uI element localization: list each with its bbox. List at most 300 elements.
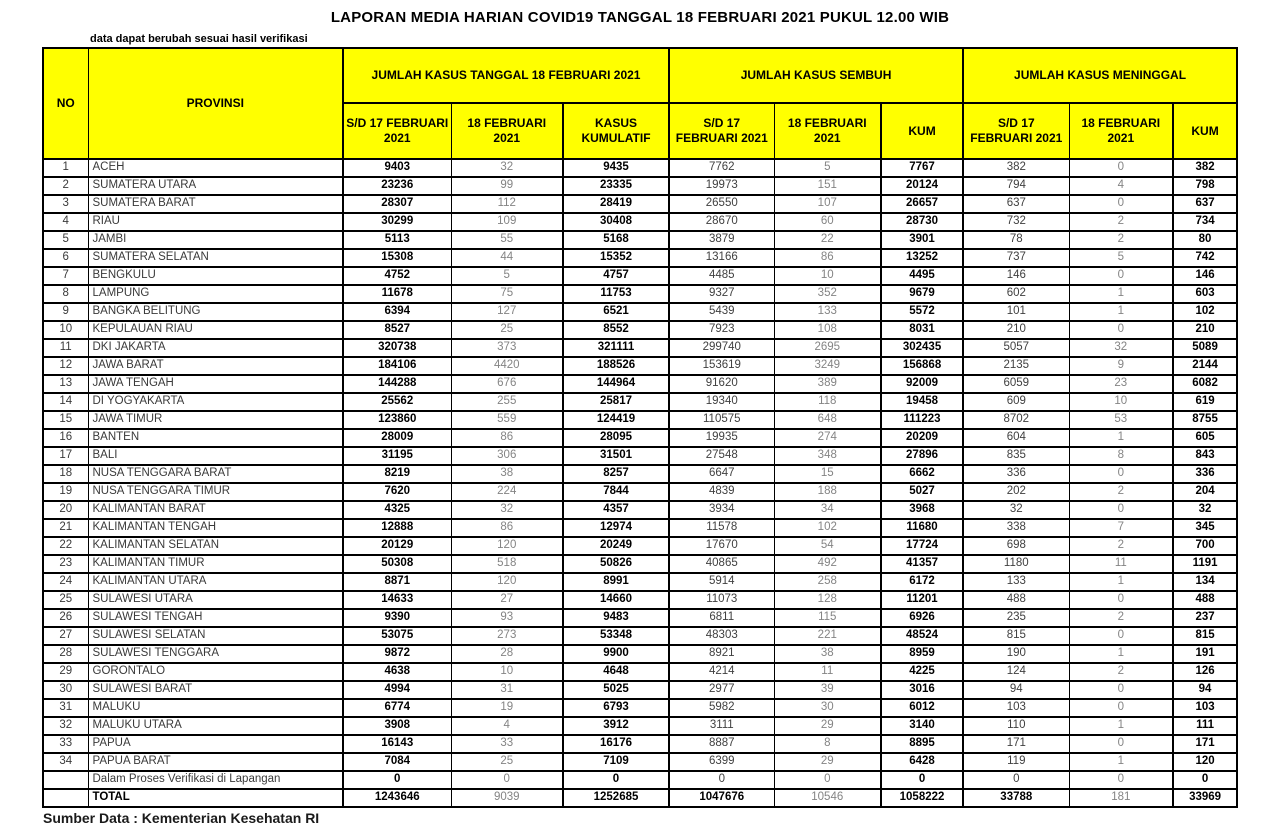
cell-kasus-18feb: 224	[451, 483, 563, 501]
cell-no: 34	[43, 753, 88, 771]
province-row	[43, 645, 1237, 663]
cell-provinsi: SULAWESI TENGGARA	[88, 645, 343, 663]
province-row	[43, 429, 1237, 447]
province-row	[43, 465, 1237, 483]
verification-row	[43, 771, 1237, 789]
province-row	[43, 195, 1237, 213]
cell-meninggal-kum: 0	[1173, 771, 1237, 789]
header-kasus-sd17: S/D 17 FEBRUARI 2021	[343, 103, 451, 159]
cell-meninggal-18feb: 10	[1069, 393, 1173, 411]
cell-kasus-sd17: 30299	[343, 213, 451, 231]
page-title: LAPORAN MEDIA HARIAN COVID19 TANGGAL 18 FEBRUARI 2021 PUKUL 12.00 WIB	[330, 9, 950, 26]
cell-kasus-sd17: 8527	[343, 321, 451, 339]
cell-no: 25	[43, 591, 88, 609]
cell-meninggal-kum: 605	[1173, 429, 1237, 447]
cell-meninggal-18feb: 5	[1069, 249, 1173, 267]
cell-sembuh-18feb: 39	[774, 681, 881, 699]
cell-meninggal-sd17: 6059	[963, 375, 1069, 393]
cell-sembuh-18feb: 38	[774, 645, 881, 663]
cell-sembuh-18feb: 133	[774, 303, 881, 321]
cell-no: 31	[43, 699, 88, 717]
province-row	[43, 177, 1237, 195]
cell-provinsi: JAWA BARAT	[88, 357, 343, 375]
cell-sembuh-18feb: 352	[774, 285, 881, 303]
cell-kasus-18feb: 0	[451, 771, 563, 789]
cell-sembuh-kum: 92009	[881, 375, 963, 393]
cell-provinsi: NUSA TENGGARA BARAT	[88, 465, 343, 483]
cell-meninggal-kum: 700	[1173, 537, 1237, 555]
cell-meninggal-kum: 815	[1173, 627, 1237, 645]
cell-sembuh-kum: 27896	[881, 447, 963, 465]
cell-meninggal-sd17: 732	[963, 213, 1069, 231]
cell-sembuh-sd17: 27548	[669, 447, 774, 465]
cell-kasus-sd17: 123860	[343, 411, 451, 429]
cell-kasus-kumulatif: 4757	[563, 267, 669, 285]
cell-provinsi: SULAWESI BARAT	[88, 681, 343, 699]
cell-kasus-18feb: 25	[451, 321, 563, 339]
cell-sembuh-18feb: 60	[774, 213, 881, 231]
table-header	[43, 48, 1237, 159]
cell-meninggal-18feb: 0	[1069, 159, 1173, 177]
cell-no: 15	[43, 411, 88, 429]
cell-meninggal-18feb: 1	[1069, 753, 1173, 771]
cell-meninggal-kum: 210	[1173, 321, 1237, 339]
cell-no: 10	[43, 321, 88, 339]
cell-kasus-18feb: 32	[451, 501, 563, 519]
cell-meninggal-sd17: 103	[963, 699, 1069, 717]
cell-sembuh-kum: 156868	[881, 357, 963, 375]
cell-provinsi: JAWA TENGAH	[88, 375, 343, 393]
cell-meninggal-sd17: 0	[963, 771, 1069, 789]
cell-kasus-18feb: 559	[451, 411, 563, 429]
cell-no: 1	[43, 159, 88, 177]
cell-provinsi: Dalam Proses Verifikasi di Lapangan	[88, 771, 343, 789]
cell-provinsi: PAPUA BARAT	[88, 753, 343, 771]
header-sembuh-kum: KUM	[881, 103, 963, 159]
cell-kasus-kumulatif: 11753	[563, 285, 669, 303]
cell-meninggal-18feb: 2	[1069, 483, 1173, 501]
cell-sembuh-kum: 7767	[881, 159, 963, 177]
province-row	[43, 501, 1237, 519]
cell-meninggal-18feb: 0	[1069, 699, 1173, 717]
cell-kasus-18feb: 75	[451, 285, 563, 303]
province-row	[43, 519, 1237, 537]
cell-sembuh-sd17: 6399	[669, 753, 774, 771]
cell-kasus-18feb: 86	[451, 429, 563, 447]
cell-meninggal-sd17: 171	[963, 735, 1069, 753]
cell-meninggal-sd17: 235	[963, 609, 1069, 627]
cell-provinsi: BENGKULU	[88, 267, 343, 285]
cell-meninggal-18feb: 0	[1069, 321, 1173, 339]
cell-no: 6	[43, 249, 88, 267]
cell-kasus-18feb: 273	[451, 627, 563, 645]
province-row	[43, 213, 1237, 231]
cell-sembuh-18feb: 2695	[774, 339, 881, 357]
cell-no: 12	[43, 357, 88, 375]
cell-sembuh-kum: 4225	[881, 663, 963, 681]
cell-kasus-sd17: 28307	[343, 195, 451, 213]
province-row	[43, 609, 1237, 627]
cell-kasus-18feb: 112	[451, 195, 563, 213]
cell-kasus-kumulatif: 8991	[563, 573, 669, 591]
header-kasus-kumulatif: KASUS KUMULATIF	[563, 103, 669, 159]
cell-no: 5	[43, 231, 88, 249]
cell-sembuh-18feb: 221	[774, 627, 881, 645]
cell-meninggal-kum: 2144	[1173, 357, 1237, 375]
cell-sembuh-18feb: 118	[774, 393, 881, 411]
header-group-meninggal: JUMLAH KASUS MENINGGAL	[963, 48, 1237, 103]
province-row	[43, 303, 1237, 321]
cell-kasus-18feb: 4	[451, 717, 563, 735]
cell-provinsi: DI YOGYAKARTA	[88, 393, 343, 411]
cell-sembuh-kum: 20209	[881, 429, 963, 447]
cell-sembuh-18feb: 10546	[774, 789, 881, 807]
cell-kasus-18feb: 27	[451, 591, 563, 609]
cell-kasus-sd17: 6774	[343, 699, 451, 717]
cell-sembuh-sd17: 6647	[669, 465, 774, 483]
cell-kasus-18feb: 99	[451, 177, 563, 195]
cell-sembuh-18feb: 115	[774, 609, 881, 627]
cell-kasus-sd17: 6394	[343, 303, 451, 321]
cell-kasus-kumulatif: 9483	[563, 609, 669, 627]
province-row	[43, 573, 1237, 591]
cell-provinsi: KALIMANTAN UTARA	[88, 573, 343, 591]
cell-sembuh-kum: 11201	[881, 591, 963, 609]
cell-sembuh-kum: 20124	[881, 177, 963, 195]
cell-kasus-kumulatif: 7844	[563, 483, 669, 501]
cell-meninggal-18feb: 0	[1069, 591, 1173, 609]
province-row	[43, 591, 1237, 609]
cell-kasus-sd17: 9390	[343, 609, 451, 627]
cell-kasus-18feb: 9039	[451, 789, 563, 807]
cell-sembuh-kum: 5572	[881, 303, 963, 321]
cell-meninggal-18feb: 0	[1069, 465, 1173, 483]
cell-meninggal-kum: 102	[1173, 303, 1237, 321]
cell-meninggal-kum: 603	[1173, 285, 1237, 303]
cell-meninggal-18feb: 23	[1069, 375, 1173, 393]
cell-sembuh-kum: 48524	[881, 627, 963, 645]
cell-meninggal-sd17: 94	[963, 681, 1069, 699]
cell-meninggal-18feb: 2	[1069, 609, 1173, 627]
cell-kasus-kumulatif: 14660	[563, 591, 669, 609]
cell-provinsi: KALIMANTAN SELATAN	[88, 537, 343, 555]
cell-provinsi: SUMATERA SELATAN	[88, 249, 343, 267]
cell-kasus-18feb: 373	[451, 339, 563, 357]
cell-kasus-18feb: 38	[451, 465, 563, 483]
province-row	[43, 339, 1237, 357]
cell-no: 2	[43, 177, 88, 195]
cell-meninggal-kum: 734	[1173, 213, 1237, 231]
cell-provinsi: RIAU	[88, 213, 343, 231]
cell-sembuh-18feb: 188	[774, 483, 881, 501]
cell-provinsi: JAMBI	[88, 231, 343, 249]
cell-sembuh-sd17: 13166	[669, 249, 774, 267]
cell-meninggal-kum: 619	[1173, 393, 1237, 411]
cell-kasus-kumulatif: 12974	[563, 519, 669, 537]
cell-kasus-18feb: 127	[451, 303, 563, 321]
cell-kasus-kumulatif: 0	[563, 771, 669, 789]
cell-sembuh-18feb: 29	[774, 753, 881, 771]
cell-meninggal-sd17: 604	[963, 429, 1069, 447]
cell-sembuh-kum: 8031	[881, 321, 963, 339]
cell-kasus-18feb: 120	[451, 537, 563, 555]
cell-sembuh-kum: 26657	[881, 195, 963, 213]
cell-sembuh-sd17: 110575	[669, 411, 774, 429]
cell-sembuh-18feb: 274	[774, 429, 881, 447]
cell-meninggal-kum: 191	[1173, 645, 1237, 663]
cell-sembuh-kum: 13252	[881, 249, 963, 267]
cell-sembuh-sd17: 5439	[669, 303, 774, 321]
cell-kasus-kumulatif: 25817	[563, 393, 669, 411]
header-group-kasus: JUMLAH KASUS TANGGAL 18 FEBRUARI 2021	[343, 48, 669, 103]
cell-sembuh-sd17: 153619	[669, 357, 774, 375]
cell-meninggal-sd17: 190	[963, 645, 1069, 663]
province-row	[43, 699, 1237, 717]
cell-meninggal-sd17: 110	[963, 717, 1069, 735]
cell-sembuh-18feb: 151	[774, 177, 881, 195]
cell-meninggal-sd17: 33788	[963, 789, 1069, 807]
cell-meninggal-kum: 80	[1173, 231, 1237, 249]
province-row	[43, 681, 1237, 699]
cell-sembuh-18feb: 648	[774, 411, 881, 429]
cell-meninggal-kum: 126	[1173, 663, 1237, 681]
cell-sembuh-18feb: 128	[774, 591, 881, 609]
cell-sembuh-sd17: 7762	[669, 159, 774, 177]
cell-sembuh-kum: 302435	[881, 339, 963, 357]
cell-sembuh-sd17: 5914	[669, 573, 774, 591]
cell-no: 20	[43, 501, 88, 519]
cell-meninggal-sd17: 338	[963, 519, 1069, 537]
province-row	[43, 393, 1237, 411]
cell-provinsi: BANGKA BELITUNG	[88, 303, 343, 321]
province-row	[43, 753, 1237, 771]
header-sembuh-18feb: 18 FEBRUARI 2021	[774, 103, 881, 159]
cell-kasus-kumulatif: 20249	[563, 537, 669, 555]
cell-no: 29	[43, 663, 88, 681]
cell-sembuh-kum: 17724	[881, 537, 963, 555]
cell-kasus-18feb: 306	[451, 447, 563, 465]
cell-kasus-sd17: 9403	[343, 159, 451, 177]
cell-meninggal-18feb: 4	[1069, 177, 1173, 195]
cell-no	[43, 789, 88, 807]
cell-sembuh-kum: 28730	[881, 213, 963, 231]
cell-sembuh-18feb: 348	[774, 447, 881, 465]
cell-no: 22	[43, 537, 88, 555]
cell-kasus-sd17: 7620	[343, 483, 451, 501]
cell-sembuh-sd17: 19340	[669, 393, 774, 411]
cell-kasus-sd17: 144288	[343, 375, 451, 393]
cell-sembuh-sd17: 3934	[669, 501, 774, 519]
cell-kasus-kumulatif: 144964	[563, 375, 669, 393]
cell-meninggal-kum: 637	[1173, 195, 1237, 213]
cell-sembuh-kum: 41357	[881, 555, 963, 573]
cell-no: 33	[43, 735, 88, 753]
cell-meninggal-sd17: 32	[963, 501, 1069, 519]
cell-sembuh-18feb: 15	[774, 465, 881, 483]
cell-kasus-kumulatif: 8552	[563, 321, 669, 339]
table-body	[43, 159, 1237, 807]
cell-meninggal-sd17: 5057	[963, 339, 1069, 357]
cell-sembuh-18feb: 86	[774, 249, 881, 267]
cell-sembuh-18feb: 102	[774, 519, 881, 537]
cell-meninggal-18feb: 1	[1069, 645, 1173, 663]
cell-kasus-sd17: 31195	[343, 447, 451, 465]
cell-meninggal-kum: 345	[1173, 519, 1237, 537]
cell-meninggal-kum: 798	[1173, 177, 1237, 195]
cell-no: 14	[43, 393, 88, 411]
cell-sembuh-kum: 1058222	[881, 789, 963, 807]
cell-kasus-18feb: 44	[451, 249, 563, 267]
cell-sembuh-sd17: 28670	[669, 213, 774, 231]
cell-sembuh-kum: 3901	[881, 231, 963, 249]
cell-sembuh-sd17: 91620	[669, 375, 774, 393]
cell-meninggal-sd17: 737	[963, 249, 1069, 267]
cell-meninggal-18feb: 1	[1069, 573, 1173, 591]
cell-meninggal-18feb: 0	[1069, 195, 1173, 213]
cell-provinsi: JAWA TIMUR	[88, 411, 343, 429]
cell-kasus-kumulatif: 23335	[563, 177, 669, 195]
cell-kasus-sd17: 9872	[343, 645, 451, 663]
cell-kasus-sd17: 184106	[343, 357, 451, 375]
cell-kasus-18feb: 55	[451, 231, 563, 249]
province-row	[43, 663, 1237, 681]
cell-sembuh-kum: 4495	[881, 267, 963, 285]
cell-kasus-kumulatif: 28095	[563, 429, 669, 447]
cell-sembuh-kum: 3968	[881, 501, 963, 519]
cell-sembuh-sd17: 0	[669, 771, 774, 789]
cell-sembuh-18feb: 11	[774, 663, 881, 681]
cell-kasus-kumulatif: 31501	[563, 447, 669, 465]
cell-meninggal-18feb: 8	[1069, 447, 1173, 465]
header-meninggal-sd17: S/D 17 FEBRUARI 2021	[963, 103, 1069, 159]
cell-provinsi: MALUKU	[88, 699, 343, 717]
cell-sembuh-18feb: 30	[774, 699, 881, 717]
cell-kasus-kumulatif: 53348	[563, 627, 669, 645]
cell-provinsi: BALI	[88, 447, 343, 465]
cell-meninggal-sd17: 146	[963, 267, 1069, 285]
cell-no: 4	[43, 213, 88, 231]
cell-kasus-18feb: 4420	[451, 357, 563, 375]
cell-kasus-18feb: 86	[451, 519, 563, 537]
cell-provinsi: DKI JAKARTA	[88, 339, 343, 357]
cell-sembuh-kum: 3016	[881, 681, 963, 699]
cell-meninggal-18feb: 0	[1069, 627, 1173, 645]
cell-sembuh-18feb: 389	[774, 375, 881, 393]
cell-provinsi: NUSA TENGGARA TIMUR	[88, 483, 343, 501]
source-note: Sumber Data : Kementerian Kesehatan RI	[43, 810, 320, 826]
header-provinsi: PROVINSI	[88, 48, 343, 159]
cell-provinsi: KALIMANTAN TENGAH	[88, 519, 343, 537]
cell-no: 18	[43, 465, 88, 483]
cell-kasus-18feb: 10	[451, 663, 563, 681]
cell-no: 13	[43, 375, 88, 393]
cell-no: 23	[43, 555, 88, 573]
header-meninggal-18feb: 18 FEBRUARI 2021	[1069, 103, 1173, 159]
province-row	[43, 231, 1237, 249]
cell-sembuh-sd17: 8921	[669, 645, 774, 663]
cell-kasus-sd17: 4638	[343, 663, 451, 681]
cell-kasus-kumulatif: 16176	[563, 735, 669, 753]
province-row	[43, 159, 1237, 177]
cell-no: 28	[43, 645, 88, 663]
cell-no: 8	[43, 285, 88, 303]
cell-meninggal-kum: 8755	[1173, 411, 1237, 429]
cell-kasus-kumulatif: 1252685	[563, 789, 669, 807]
cell-provinsi: KALIMANTAN TIMUR	[88, 555, 343, 573]
cell-kasus-sd17: 20129	[343, 537, 451, 555]
header-sembuh-sd17: S/D 17 FEBRUARI 2021	[669, 103, 774, 159]
province-row	[43, 249, 1237, 267]
cell-kasus-sd17: 50308	[343, 555, 451, 573]
cell-meninggal-sd17: 1180	[963, 555, 1069, 573]
cell-sembuh-18feb: 107	[774, 195, 881, 213]
cell-sembuh-sd17: 3879	[669, 231, 774, 249]
cell-meninggal-sd17: 202	[963, 483, 1069, 501]
cell-no: 26	[43, 609, 88, 627]
cell-kasus-kumulatif: 7109	[563, 753, 669, 771]
cell-meninggal-18feb: 1	[1069, 303, 1173, 321]
cell-meninggal-18feb: 0	[1069, 501, 1173, 519]
cell-meninggal-sd17: 119	[963, 753, 1069, 771]
cell-kasus-kumulatif: 321111	[563, 339, 669, 357]
cell-sembuh-kum: 6012	[881, 699, 963, 717]
cell-kasus-18feb: 33	[451, 735, 563, 753]
cell-no: 32	[43, 717, 88, 735]
cell-kasus-sd17: 28009	[343, 429, 451, 447]
header-no: NO	[43, 48, 88, 159]
cell-provinsi: SULAWESI SELATAN	[88, 627, 343, 645]
cell-sembuh-18feb: 34	[774, 501, 881, 519]
cell-kasus-sd17: 53075	[343, 627, 451, 645]
cell-meninggal-kum: 336	[1173, 465, 1237, 483]
cell-kasus-18feb: 518	[451, 555, 563, 573]
cell-meninggal-18feb: 9	[1069, 357, 1173, 375]
cell-meninggal-kum: 94	[1173, 681, 1237, 699]
cell-sembuh-kum: 9679	[881, 285, 963, 303]
cell-sembuh-sd17: 40865	[669, 555, 774, 573]
cell-kasus-kumulatif: 50826	[563, 555, 669, 573]
cell-sembuh-sd17: 5982	[669, 699, 774, 717]
cell-kasus-sd17: 8871	[343, 573, 451, 591]
cell-meninggal-sd17: 8702	[963, 411, 1069, 429]
cell-meninggal-sd17: 488	[963, 591, 1069, 609]
cell-sembuh-18feb: 3249	[774, 357, 881, 375]
cell-no: 21	[43, 519, 88, 537]
province-row	[43, 321, 1237, 339]
cell-meninggal-kum: 103	[1173, 699, 1237, 717]
cell-sembuh-sd17: 17670	[669, 537, 774, 555]
cell-meninggal-kum: 5089	[1173, 339, 1237, 357]
cell-kasus-sd17: 14633	[343, 591, 451, 609]
cell-meninggal-kum: 171	[1173, 735, 1237, 753]
cell-sembuh-18feb: 29	[774, 717, 881, 735]
cell-kasus-sd17: 25562	[343, 393, 451, 411]
cell-meninggal-18feb: 0	[1069, 267, 1173, 285]
cell-provinsi: GORONTALO	[88, 663, 343, 681]
cell-meninggal-sd17: 835	[963, 447, 1069, 465]
cell-meninggal-18feb: 0	[1069, 771, 1173, 789]
cell-no	[43, 771, 88, 789]
cell-meninggal-kum: 33969	[1173, 789, 1237, 807]
cell-provinsi: SULAWESI TENGAH	[88, 609, 343, 627]
cell-sembuh-kum: 0	[881, 771, 963, 789]
cell-provinsi: SUMATERA UTARA	[88, 177, 343, 195]
cell-provinsi: PAPUA	[88, 735, 343, 753]
cell-sembuh-kum: 19458	[881, 393, 963, 411]
cell-meninggal-kum: 843	[1173, 447, 1237, 465]
cell-no: 27	[43, 627, 88, 645]
province-row	[43, 717, 1237, 735]
